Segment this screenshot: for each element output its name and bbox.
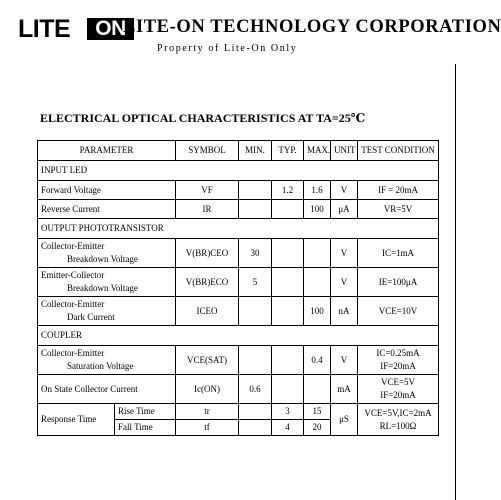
unit-cell: μS bbox=[331, 404, 358, 436]
group-label: OUTPUT PHOTOTRANSISTOR bbox=[38, 219, 439, 239]
unit-cell: V bbox=[331, 239, 358, 268]
symbol-cell: tr bbox=[176, 404, 239, 420]
param-line-2: Breakdown Voltage bbox=[67, 254, 138, 264]
param-line-2: Dark Current bbox=[67, 312, 115, 322]
param-cell bbox=[38, 239, 176, 268]
max-cell: 20 bbox=[304, 420, 331, 436]
header-test-condition: TEST CONDITION bbox=[358, 141, 439, 161]
table-row bbox=[38, 200, 439, 219]
symbol-cell: V(BR)CEO bbox=[176, 239, 239, 268]
param-cell: Response Time bbox=[38, 404, 115, 436]
param-line-2: Breakdown Voltage bbox=[67, 283, 138, 293]
group-label: INPUT LED bbox=[38, 161, 439, 181]
table-row bbox=[38, 297, 439, 326]
symbol-cell: VCE(SAT) bbox=[176, 346, 239, 375]
typ-cell: 1.2 bbox=[272, 181, 304, 200]
param-cell bbox=[38, 297, 176, 326]
symbol-cell: VF bbox=[176, 181, 239, 200]
condition-line-1: IC=0.25mA bbox=[376, 348, 420, 358]
param-cell bbox=[38, 268, 176, 297]
group-row-input bbox=[38, 161, 439, 181]
max-cell: 1.6 bbox=[304, 181, 331, 200]
table-row bbox=[38, 346, 439, 375]
param-cell: Forward Voltage bbox=[38, 181, 176, 200]
typ-cell bbox=[272, 346, 304, 375]
symbol-cell: ICEO bbox=[176, 297, 239, 326]
max-cell: 0.4 bbox=[304, 346, 331, 375]
unit-cell: nA bbox=[331, 297, 358, 326]
header-max: MAX. bbox=[304, 141, 331, 161]
min-cell: 5 bbox=[239, 268, 272, 297]
typ-cell bbox=[272, 200, 304, 219]
group-label: COUPLER bbox=[38, 326, 439, 346]
condition-cell: IC=1mA bbox=[358, 239, 439, 268]
param-line-1: Collector-Emitter bbox=[41, 241, 105, 251]
typ-cell bbox=[272, 239, 304, 268]
symbol-cell: Ic(ON) bbox=[176, 375, 239, 404]
param-line-1: Collector-Emitter bbox=[41, 348, 105, 358]
group-row-output bbox=[38, 219, 439, 239]
unit-cell: μA bbox=[331, 200, 358, 219]
typ-cell bbox=[272, 268, 304, 297]
symbol-cell: V(BR)ECO bbox=[176, 268, 239, 297]
condition-cell: VCE=10V bbox=[358, 297, 439, 326]
liteon-logo bbox=[18, 15, 126, 43]
symbol-cell: IR bbox=[176, 200, 239, 219]
max-cell: 100 bbox=[304, 297, 331, 326]
table-row bbox=[38, 404, 439, 420]
typ-cell bbox=[272, 297, 304, 326]
company-name: LITE-ON TECHNOLOGY CORPORATION bbox=[123, 17, 501, 37]
header-typ: TYP. bbox=[272, 141, 304, 161]
typ-cell bbox=[272, 375, 304, 404]
condition-line-2: RL=100Ω bbox=[379, 420, 417, 431]
condition-cell: IF = 20mA bbox=[358, 181, 439, 200]
param-line-1: Emitter-Collector bbox=[41, 270, 105, 280]
param-cell: On State Collector Current bbox=[38, 375, 176, 404]
unit-cell: V bbox=[331, 181, 358, 200]
min-cell bbox=[239, 346, 272, 375]
param-line-2: Saturation Voltage bbox=[67, 361, 134, 371]
logo-text: LITE bbox=[18, 15, 71, 43]
header-parameter: PARAMETER bbox=[38, 141, 176, 161]
unit-cell: V bbox=[331, 346, 358, 375]
max-cell: 100 bbox=[304, 200, 331, 219]
unit-cell: V bbox=[331, 268, 358, 297]
min-cell: 0.6 bbox=[239, 375, 272, 404]
logo-box-text: ON bbox=[87, 18, 134, 40]
header-symbol: SYMBOL bbox=[176, 141, 239, 161]
condition-line-2: IF=20mA bbox=[380, 361, 416, 371]
min-cell bbox=[239, 181, 272, 200]
condition-line-1: VCE=5V,IC=2mA bbox=[364, 407, 432, 418]
condition-cell bbox=[358, 346, 439, 375]
property-notice: Property of Lite-On Only bbox=[157, 43, 298, 54]
condition-cell bbox=[358, 375, 439, 404]
min-cell bbox=[239, 297, 272, 326]
group-row-coupler bbox=[38, 326, 439, 346]
min-cell: 30 bbox=[239, 239, 272, 268]
condition-line-2: IF=20mA bbox=[380, 390, 416, 400]
unit-cell: mA bbox=[331, 375, 358, 404]
param-line-1: Collector-Emitter bbox=[41, 299, 105, 309]
max-cell bbox=[304, 375, 331, 404]
header-unit: UNIT bbox=[331, 141, 358, 161]
table-header-row bbox=[38, 141, 439, 161]
characteristics-table bbox=[37, 140, 439, 436]
condition-cell: IE=100μA bbox=[358, 268, 439, 297]
subparam-cell: Rise Time bbox=[115, 404, 176, 420]
condition-cell: VR=5V bbox=[358, 200, 439, 219]
max-cell bbox=[304, 268, 331, 297]
param-cell: Reverse Current bbox=[38, 200, 176, 219]
table-row bbox=[38, 375, 439, 404]
max-cell bbox=[304, 239, 331, 268]
section-title: ELECTRICAL OPTICAL CHARACTERISTICS AT TA=25℃ bbox=[40, 111, 366, 125]
param-cell bbox=[38, 346, 176, 375]
table-row bbox=[38, 181, 439, 200]
table-row bbox=[38, 268, 439, 297]
typ-cell: 4 bbox=[272, 420, 304, 436]
max-cell: 15 bbox=[304, 404, 331, 420]
condition-cell bbox=[358, 404, 439, 436]
subparam-cell: Fall Time bbox=[115, 420, 176, 436]
page-border-line bbox=[455, 64, 456, 500]
header-min: MIN. bbox=[239, 141, 272, 161]
symbol-cell: tf bbox=[176, 420, 239, 436]
min-cell bbox=[239, 200, 272, 219]
condition-line-1: VCE=5V bbox=[380, 377, 416, 387]
min-cell bbox=[239, 420, 272, 436]
min-cell bbox=[239, 404, 272, 420]
typ-cell: 3 bbox=[272, 404, 304, 420]
table-row bbox=[38, 239, 439, 268]
